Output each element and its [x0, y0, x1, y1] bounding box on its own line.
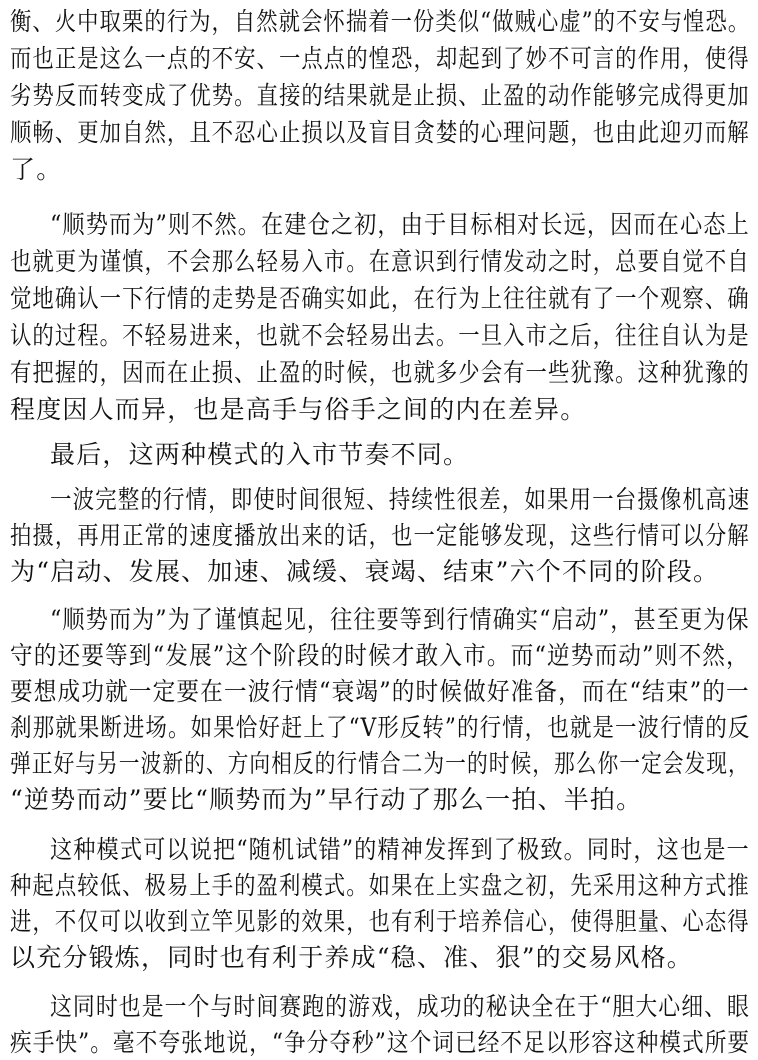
text-line: 进，不仅可以收到立竿见影的效果，也有利于培养信心，使得胆量、心态得	[10, 907, 750, 936]
text-line: 一波完整的行情，即使时间很短、持续性很差，如果用一台摄像机高速	[50, 485, 751, 514]
text-line: “顺势而为”为了谨慎起见，往往要等到行情确实“启动”，甚至更为保	[50, 605, 750, 634]
text-line: 劣势反而转变成了优势。直接的结果就是止损、止盈的动作能够完成得更加	[10, 81, 750, 110]
text-line: 而也正是这么一点的不安、一点点的惶恐，却起到了妙不可言的作用，使得	[10, 44, 750, 73]
text-line: 要想成功就一定要在一波行情“衰竭”的时候做好准备，而在“结束”的一	[10, 677, 750, 706]
text-line: 衡、火中取栗的行为，自然就会怀揣着一份类似“做贼心虚”的不安与惶恐。	[10, 7, 751, 36]
text-line: 拍摄，再用正常的速度播放出来的话，也一定能够发现，这些行情可以分解	[10, 521, 750, 550]
text-line: 程度因人而异，也是高手与俗手之间的内在差异。	[10, 395, 587, 424]
text-line: 这种模式可以说把“随机试错”的精神发挥到了极致。同时，这也是一	[50, 835, 750, 864]
text-line: “顺势而为”则不然。在建仓之初，由于目标相对长远，因而在心态上	[50, 210, 750, 239]
text-line: 为“启动、发展、加速、减缓、衰竭、结束”六个不同的阶段。	[10, 557, 720, 586]
text-line: 以充分锻炼，同时也有利于养成“稳、准、狠”的交易风格。	[10, 943, 693, 972]
text-line: “逆势而动”要比“顺势而为”早行动了那么一拍、半拍。	[10, 785, 643, 814]
text-line: 疾手快”。毫不夸张地说，“争分夺秒”这个词已经不足以形容这种模式所要	[10, 1028, 751, 1057]
text-line: 也就更为谨慎，不会那么轻易入市。在意识到行情发动之时，总要自觉不自	[10, 247, 750, 276]
text-line: 最后，这两种模式的入市节奏不同。	[50, 440, 470, 469]
text-line: 种起点较低、极易上手的盈利模式。如果在上实盘之初，先采用这种方式推	[10, 871, 750, 900]
text-line: 认的过程。不轻易进来，也就不会轻易出去。一旦入市之后，往往自认为是	[10, 321, 750, 350]
text-line: 这同时也是一个与时间赛跑的游戏，成功的秘诀全在于“胆大心细、眼	[50, 992, 750, 1021]
text-line: 刹那就果断进场。如果恰好赶上了“V形反转”的行情，也就是一波行情的反	[10, 713, 751, 742]
text-line: 有把握的，因而在止损、止盈的时候，也就多少会有一些犹豫。这种犹豫的	[10, 358, 750, 387]
text-line: 弹正好与另一波新的、方向相反的行情合二为一的时候，那么你一定会发现，	[10, 749, 750, 778]
text-line: 觉地确认一下行情的走势是否确实如此，在行为上往往就有了一个观察、确	[10, 284, 750, 313]
text-line: 了。	[10, 155, 63, 184]
text-line: 顺畅、更加自然，且不忍心止损以及盲目贪婪的心理问题，也由此迎刃而解	[10, 118, 750, 147]
text-line: 守的还要等到“发展”这个阶段的时候才敢入市。而“逆势而动”则不然，	[10, 641, 750, 670]
